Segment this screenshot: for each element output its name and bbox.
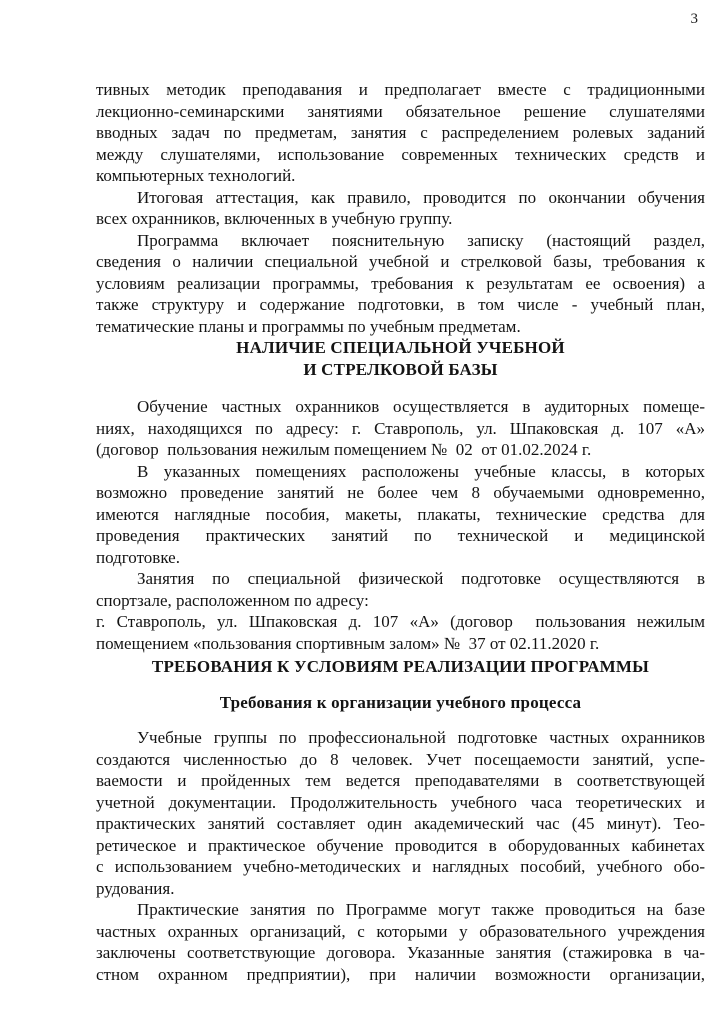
text-line: Практические занятия по Программе могут также проводиться на базе: [137, 900, 705, 919]
paragraph: [96, 899, 705, 985]
text-line: подготовке.: [96, 547, 180, 567]
text-line: Итоговая аттестация, как правило, проводится по окончании обучения: [137, 187, 705, 207]
text-line: между слушателями, использование современных технических средств и: [96, 144, 705, 164]
text-line: Обучение частных охранников осуществляется в аудиторных помеще-: [137, 397, 705, 416]
text-line: ваемости и пройденных тем ведется преподавателями в соответствующей: [96, 771, 705, 790]
heading-line: Требования к организации учебного процесса: [219, 692, 582, 712]
text-line: ниях, находящихся по адресу: г. Ставрополь, ул. Шпаковская д. 107 «А»: [96, 418, 705, 438]
text-line: тивных методик преподавания и предполагает вместе с традиционными: [96, 80, 705, 99]
text-line: Занятия по специальной физической подготовке осуществляются в: [137, 569, 705, 588]
text-line: условиям реализации программы, требования к результатам ее освоения) а: [96, 273, 705, 293]
paragraph: [96, 79, 705, 187]
text-line: сведения о наличии специальной учебной и стрелковой базы, требования к: [96, 252, 705, 271]
text-line: Учебные группы по профессиональной подготовке частных охранников: [137, 728, 705, 747]
text-line: тематические планы и программы по учебным предметам.: [96, 316, 521, 336]
paragraph: [96, 396, 705, 461]
text-line: помещением «пользования спортивным залом» № 37 от 02.11.2020 г.: [96, 633, 600, 653]
text-line: (договор пользования нежилым помещением № 02 от 01.02.2024 г.: [96, 440, 592, 459]
text-line: учетной документации. Продолжительность учебного часа теоретических и: [96, 792, 705, 812]
text-line: частных охранных организаций, с которыми у образовательного учреждения: [96, 921, 705, 941]
heading-line: И СТРЕЛКОВОЙ БАЗЫ: [303, 359, 498, 379]
text-line: В указанных помещениях расположены учебные классы, в которых: [137, 461, 705, 481]
heading-line: ТРЕБОВАНИЯ К УСЛОВИЯМ РЕАЛИЗАЦИИ ПРОГРАММЫ: [151, 657, 650, 676]
document-content: [96, 79, 705, 985]
text-line: с использованием учебно-методических и наглядных пособий, учебного обо-: [96, 857, 705, 876]
section-heading: [96, 656, 705, 678]
text-line: создаются численностью до 8 человек. Учет посещаемости занятий, успе-: [96, 749, 705, 769]
section-heading: [96, 692, 705, 714]
paragraph: [96, 230, 705, 338]
text-line: вводных задач по предметам, занятия с распределением ролевых заданий: [96, 123, 705, 142]
text-line: проведения практических занятий по технической и медицинской: [96, 526, 705, 545]
text-line: ретическое и практическое обучение проводится в оборудованных кабинетах: [96, 835, 705, 855]
text-line: заключены соответствующие договора. Указанные занятия (стажировка в ча-: [96, 943, 705, 962]
paragraph: [96, 461, 705, 569]
paragraph: [96, 727, 705, 899]
text-line: спортзале, расположенном по адресу:: [96, 590, 369, 610]
text-line: рудования.: [96, 878, 175, 898]
text-line: всех охранников, включенных в учебную группу.: [96, 209, 453, 228]
text-line: стном охранном предприятии), при наличии возможности организации,: [96, 964, 705, 984]
paragraph: [96, 187, 705, 230]
text-line: компьютерных технологий.: [96, 166, 296, 185]
text-line: имеются наглядные пособия, макеты, плакаты, технические средства для: [96, 504, 705, 524]
text-line: г. Ставрополь, ул. Шпаковская д. 107 «А» (договор пользования нежилым: [96, 612, 705, 631]
paragraph: [96, 568, 705, 611]
paragraph: [96, 611, 705, 654]
page-number: 3: [690, 11, 698, 27]
text-line: Программа включает пояснительную записку (настоящий раздел,: [137, 230, 705, 250]
text-line: также структуру и содержание подготовки, в том числе - учебный план,: [96, 295, 705, 314]
text-line: возможно проведение занятий не более чем 8 обучаемыми одновременно,: [96, 483, 705, 502]
text-line: лекционно-семинарскими занятиями обязательное решение слушателями: [96, 101, 705, 121]
section-heading: [96, 337, 705, 380]
text-line: практических занятий составляет один академический час (45 минут). Тео-: [96, 814, 705, 833]
heading-line: НАЛИЧИЕ СПЕЦИАЛЬНОЙ УЧЕБНОЙ: [236, 338, 565, 357]
